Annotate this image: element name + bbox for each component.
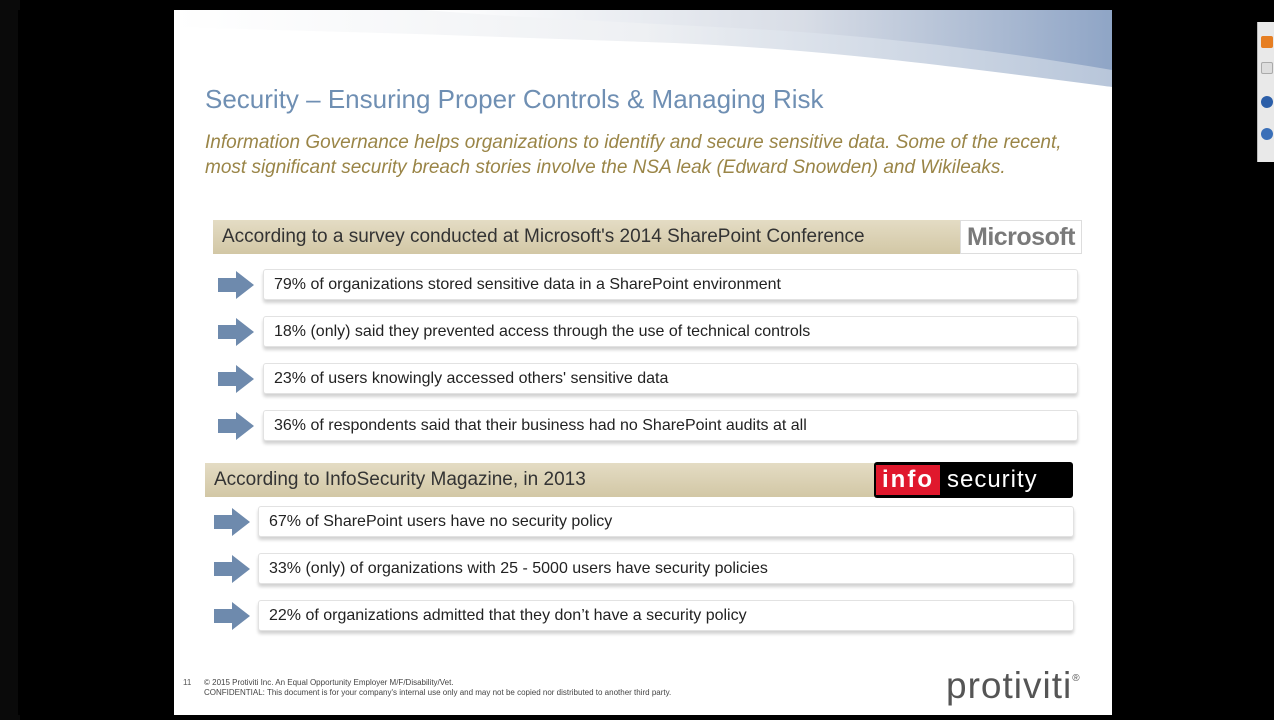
footer-legal: [204, 678, 671, 698]
section1-header: [213, 220, 960, 254]
bullet-text: 36% of respondents said that their business had no SharePoint audits at all: [263, 410, 1078, 441]
bullet-text: 33% (only) of organizations with 25 - 5000 users have security policies: [258, 553, 1074, 584]
toolbar-blank-icon[interactable]: [1261, 62, 1273, 74]
footer-copyright: © 2015 Protiviti Inc. An Equal Opportunity Employer M/F/Disability/Vet.: [204, 678, 454, 687]
arrow-right-icon: [212, 553, 252, 585]
section2-header: [205, 463, 905, 497]
arrow-right-icon: [216, 363, 256, 395]
microsoft-logo: Microsoft: [960, 220, 1082, 254]
slide-title: Security – Ensuring Proper Controls & Managing Risk: [205, 84, 824, 114]
bullet-text: 23% of users knowingly accessed others' sensitive data: [263, 363, 1078, 394]
window-frame-left: [0, 0, 20, 720]
toolbar-app-icon[interactable]: [1261, 36, 1273, 48]
infosecurity-logo-info: info: [876, 465, 940, 495]
toolbar-browser-icon[interactable]: [1261, 128, 1273, 140]
bullet-text: 67% of SharePoint users have no security policy: [258, 506, 1074, 537]
protiviti-logo: [946, 665, 1081, 707]
arrow-right-icon: [212, 600, 252, 632]
arrow-right-icon: [216, 410, 256, 442]
footer-confidential: CONFIDENTIAL: This document is for your company's internal use only and may not be copied nor distributed to another third party.: [204, 688, 672, 697]
section1-header-text: According to a survey conducted at Microsoft's 2014 SharePoint Conference: [222, 226, 865, 247]
section2-header-text: According to InfoSecurity Magazine, in 2013: [214, 469, 586, 490]
bullet-text: 18% (only) said they prevented access through the use of technical controls: [263, 316, 1078, 347]
infosecurity-logo-security: security: [946, 466, 1038, 493]
infosecurity-logo: [874, 462, 1073, 498]
intro-paragraph: Information Governance helps organizations to identify and secure sensitive data. Some of the recent, most significant security breach stories involve the NSA leak (Edward Snowden) and Wikileaks.: [205, 132, 1062, 178]
arrow-right-icon: [216, 316, 256, 348]
bullet-text: 79% of organizations stored sensitive data in a SharePoint environment: [263, 269, 1078, 300]
arrow-right-icon: [212, 506, 252, 538]
protiviti-logo-text: protiviti: [946, 665, 1073, 706]
arrow-right-icon: [216, 269, 256, 301]
presentation-slide: [174, 10, 1112, 715]
side-toolbar: [1257, 22, 1274, 162]
bullet-text: 22% of organizations admitted that they don’t have a security policy: [258, 600, 1074, 631]
toolbar-globe-icon[interactable]: [1261, 96, 1273, 108]
page-number: 11: [183, 678, 192, 687]
video-letterbox-left: [18, 10, 173, 715]
registered-mark: ®: [1072, 673, 1081, 684]
